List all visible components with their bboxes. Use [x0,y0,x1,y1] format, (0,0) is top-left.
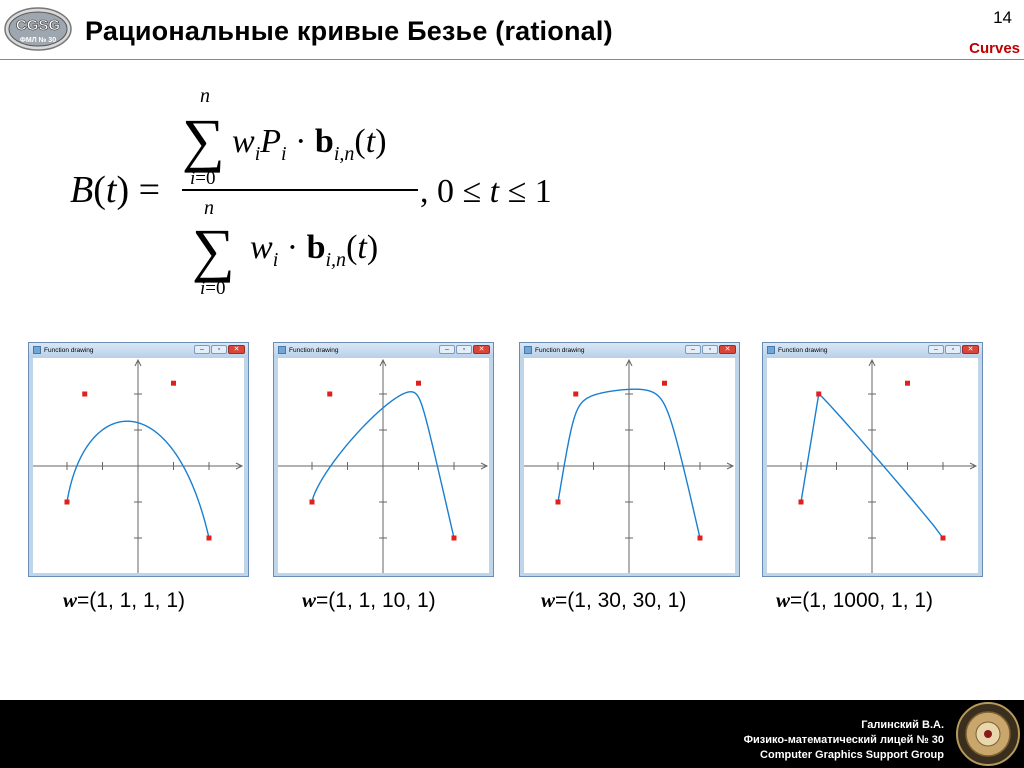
caption-value: (1, 1000, 1, 1) [802,589,934,612]
control-point [82,392,87,397]
caption-2 [302,588,436,613]
svg-text:B(t) =: B(t) = [70,169,161,211]
control-point [416,381,421,386]
control-point [556,500,561,505]
close-button[interactable]: ✕ [473,345,490,354]
logo-subtext: ФМЛ № 30 [19,37,57,44]
header-divider [0,59,1024,60]
control-point [207,536,212,541]
caption-var: w [302,588,317,612]
plot-area [33,358,244,573]
caption-3 [541,588,686,613]
function-window-2[interactable] [273,342,494,577]
plot-area [767,358,978,573]
caption-4 [776,588,933,613]
caption-eq: = [555,589,568,612]
svg-text:i=0: i=0 [190,168,216,189]
caption-eq: = [316,589,329,612]
maximize-button[interactable]: ▫ [456,345,472,354]
maximize-button[interactable]: ▫ [211,345,227,354]
control-point [573,392,578,397]
svg-text:n: n [204,197,214,219]
control-point [171,381,176,386]
caption-eq: = [790,589,803,612]
minimize-button[interactable]: – [685,345,701,354]
svg-text:i=0: i=0 [200,278,226,299]
control-point [662,381,667,386]
caption-value: (1, 30, 30, 1) [567,589,687,612]
slide-number: 14 [993,8,1012,27]
svg-text:, 0 ≤ t ≤ 1: , 0 ≤ t ≤ 1 [420,173,552,210]
footer-author: Галинский В.А. [861,719,944,731]
window-title: Function drawing [289,347,339,354]
school-seal-icon [954,700,1022,768]
rational-bezier-formula [60,80,620,300]
section-label: Curves [969,40,1020,57]
minimize-button[interactable]: – [194,345,210,354]
window-title: Function drawing [778,347,828,354]
cgsg-logo [3,6,73,52]
svg-text:wi · bi,n(t): $w_i \cdot b_{i,n}(t)$ [250,229,379,271]
app-icon [33,346,41,354]
window-title: Function drawing [535,347,585,354]
caption-value: (1, 1, 1, 1) [89,589,185,612]
app-icon [278,346,286,354]
control-point [941,536,946,541]
caption-var: w [541,588,556,612]
footer-group: Computer Graphics Support Group [760,749,944,761]
app-icon [767,346,775,354]
app-icon [524,346,532,354]
control-point [310,500,315,505]
close-button[interactable]: ✕ [228,345,245,354]
caption-var: w [776,588,791,612]
bezier-plot [524,358,735,573]
control-point [65,500,70,505]
close-button[interactable]: ✕ [962,345,979,354]
maximize-button[interactable]: ▫ [702,345,718,354]
footer-school: Физико-математический лицей № 30 [743,734,944,746]
bezier-plot [278,358,489,573]
maximize-button[interactable]: ▫ [945,345,961,354]
caption-eq: = [77,589,90,612]
bezier-plot [33,358,244,573]
control-point [816,392,821,397]
svg-text:n: n [200,85,210,107]
function-window-3[interactable] [519,342,740,577]
svg-text:wiPi · bi,n(t): $w_iP_i \cdot b_{i,n}(t)$ [232,123,387,165]
bezier-plot [767,358,978,573]
control-point [905,381,910,386]
caption-value: (1, 1, 10, 1) [328,589,436,612]
control-point [799,500,804,505]
logo-text: CGSG [15,17,61,34]
control-point [327,392,332,397]
caption-1 [63,588,185,613]
svg-text:∑: ∑ [182,107,225,173]
minimize-button[interactable]: – [439,345,455,354]
control-point [452,536,457,541]
minimize-button[interactable]: – [928,345,944,354]
caption-var: w [63,588,78,612]
slide-title: Рациональные кривые Безье (rational) [85,16,613,46]
svg-text:∑: ∑ [192,217,235,283]
window-title: Function drawing [44,347,94,354]
close-button[interactable]: ✕ [719,345,736,354]
plot-area [278,358,489,573]
control-point [698,536,703,541]
plot-area [524,358,735,573]
function-window-4[interactable] [762,342,983,577]
footer-credits [744,718,944,763]
function-window-1[interactable] [28,342,249,577]
